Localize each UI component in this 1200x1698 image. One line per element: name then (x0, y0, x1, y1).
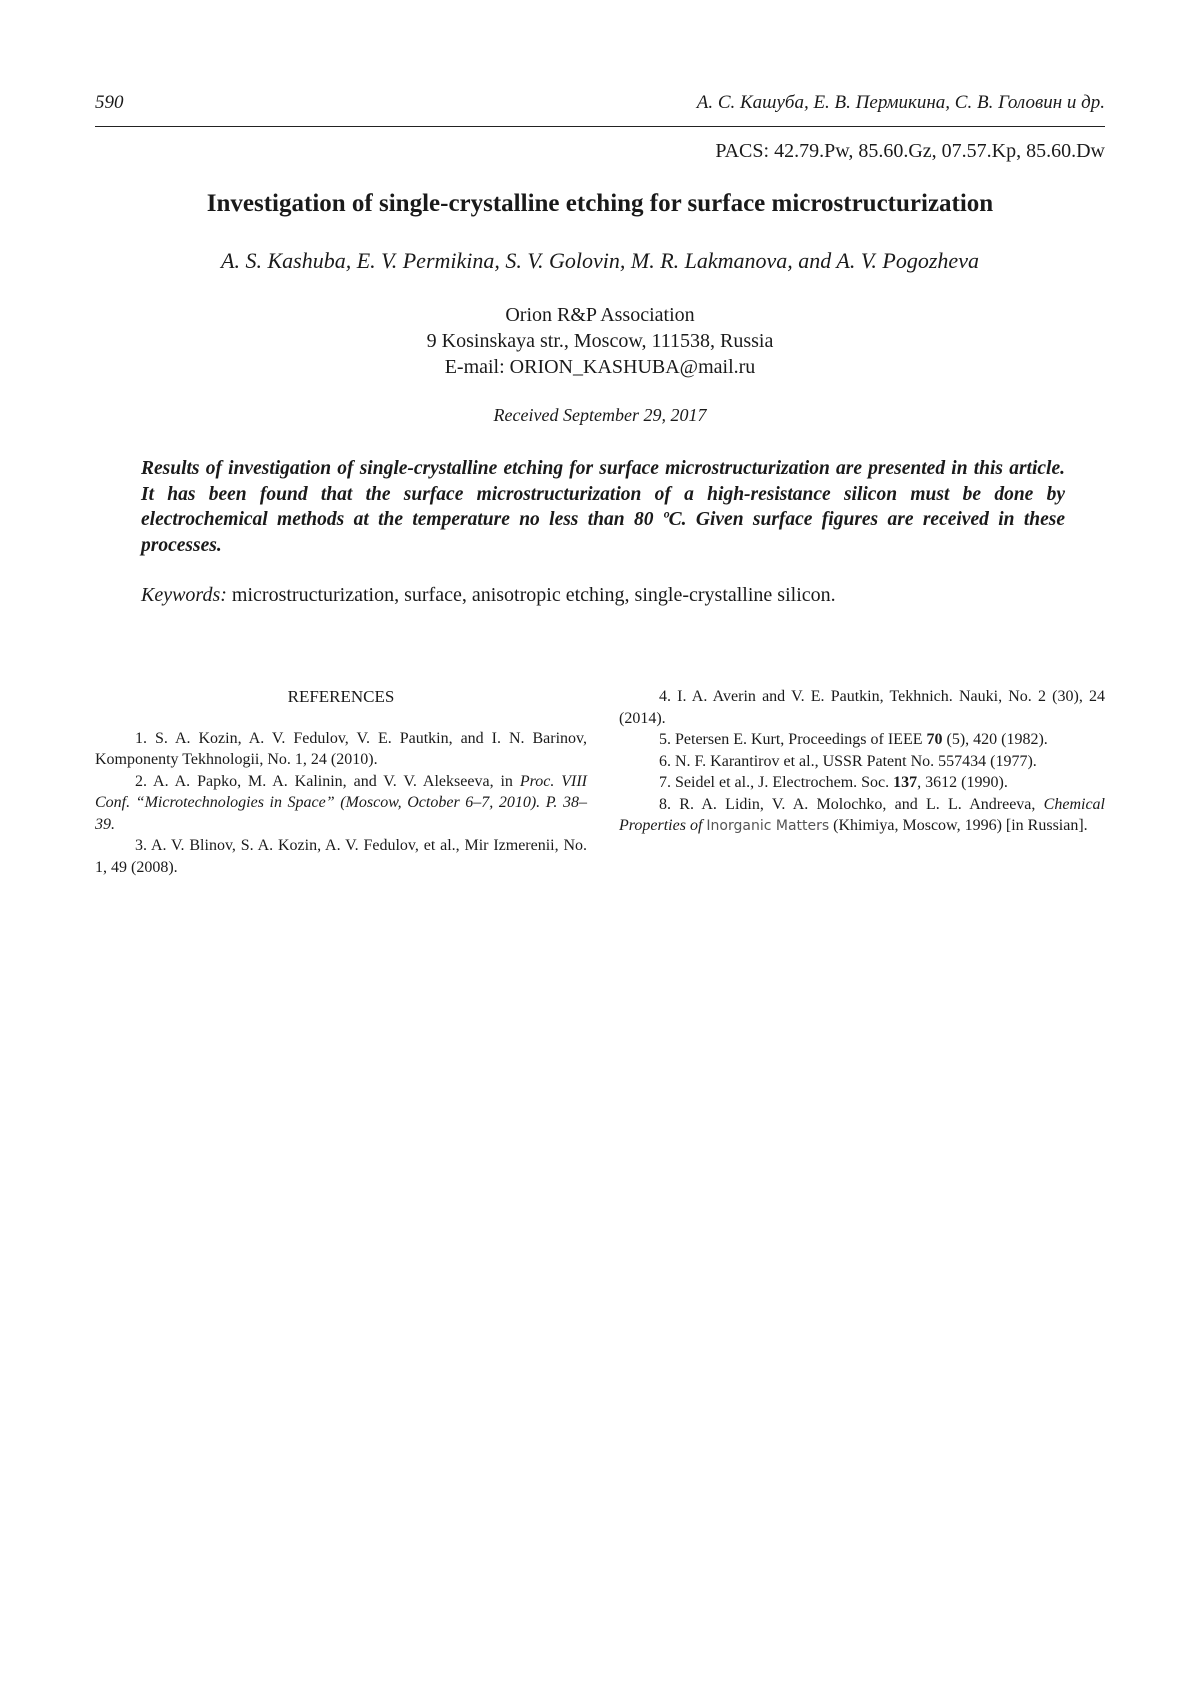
reference-text: (Khimiya, Moscow, 1996) [in Russian]. (829, 817, 1088, 834)
reference-source: Inorganic Matters (706, 818, 830, 834)
reference-text: , 3612 (1990). (917, 774, 1008, 791)
reference-text: (5), 420 (1982). (942, 731, 1048, 748)
keywords-label: Keywords: (141, 584, 227, 606)
references-right-column (619, 686, 1105, 838)
reference-volume: 70 (926, 731, 943, 748)
references-left-column (95, 686, 587, 878)
article-page (95, 0, 1105, 1698)
affiliation-org: Orion R&P Association (505, 304, 695, 326)
running-head (95, 92, 1105, 120)
reference-item (95, 835, 587, 878)
reference-volume: 137 (893, 774, 918, 791)
reference-source: Proc. VIII Conf. “Microtechnologies in Space” (Moscow, October 6–7, 2010). P. 38–39. (95, 772, 588, 833)
page-number: 590 (95, 92, 124, 113)
received-date: Received September 29, 2017 (493, 405, 707, 425)
reference-item (619, 772, 1105, 794)
reference-text: 6. N. F. Karantirov et al., USSR Patent No. 557434 (1977). (659, 752, 1037, 770)
reference-item (619, 686, 1105, 729)
affiliation-address: 9 Kosinskaya str., Moscow, 111538, Russia (426, 330, 774, 352)
abstract: Results of investigation of single-crystalline etching for surface microstructurization are presented in this article. It has been found that the surface microstructurization of a high-resistance silicon must be done by electrochemical methods at the temperature no less than 80 ºC. Given surface figures are received in these processes. (141, 458, 1065, 556)
reference-text: 8. R. A. Lidin, V. A. Molochko, and L. L. Andreeva, (659, 795, 1044, 813)
keywords (141, 584, 1065, 607)
reference-text: 2. A. A. Papko, M. A. Kalinin, and V. V. Alekseeva, in (135, 772, 520, 790)
keywords-text: microstructurization, surface, anisotropic etching, single-crystalline silicon. (231, 584, 836, 606)
reference-item (619, 751, 1105, 773)
affiliation (95, 302, 1105, 380)
reference-item (95, 771, 587, 836)
header-rule (95, 126, 1105, 127)
reference-text: 5. Petersen E. Kurt, Proceedings of IEEE (659, 731, 927, 748)
reference-text: 3. A. V. Blinov, S. A. Kozin, A. V. Fedulov, et al., Mir Izmerenii, No. 1, 49 (2008). (95, 837, 587, 876)
reference-text: 1. S. A. Kozin, A. V. Fedulov, V. E. Pautkin, and I. N. Barinov, Komponenty Tekhnologii, No. 1, 24 (2010). (95, 729, 587, 768)
references-heading: REFERENCES (287, 687, 395, 706)
reference-source: Chemical Properties of (619, 795, 1105, 834)
reference-text: 4. I. A. Averin and V. E. Pautkin, Tekhnich. Nauki, No. 2 (30), 24 (2014). (619, 688, 1105, 727)
affiliation-email: E-mail: ORION_KASHUBA@mail.ru (444, 356, 756, 378)
article-title: Investigation of single-crystalline etching for surface microstructurization (206, 190, 994, 217)
reference-item (95, 728, 587, 771)
pacs-codes: PACS: 42.79.Pw, 85.60.Gz, 07.57.Kp, 85.60.Dw (715, 140, 1105, 162)
running-head-authors: А. С. Кашуба, Е. В. Пермикина, С. В. Головин и др. (696, 92, 1105, 113)
reference-item (619, 794, 1105, 838)
reference-text: 7. Seidel et al., J. Electrochem. Soc. (659, 774, 894, 791)
reference-item (619, 729, 1105, 751)
author-list: A. S. Kashuba, E. V. Permikina, S. V. Golovin, M. R. Lakmanova, and A. V. Pogozheva (221, 248, 979, 273)
